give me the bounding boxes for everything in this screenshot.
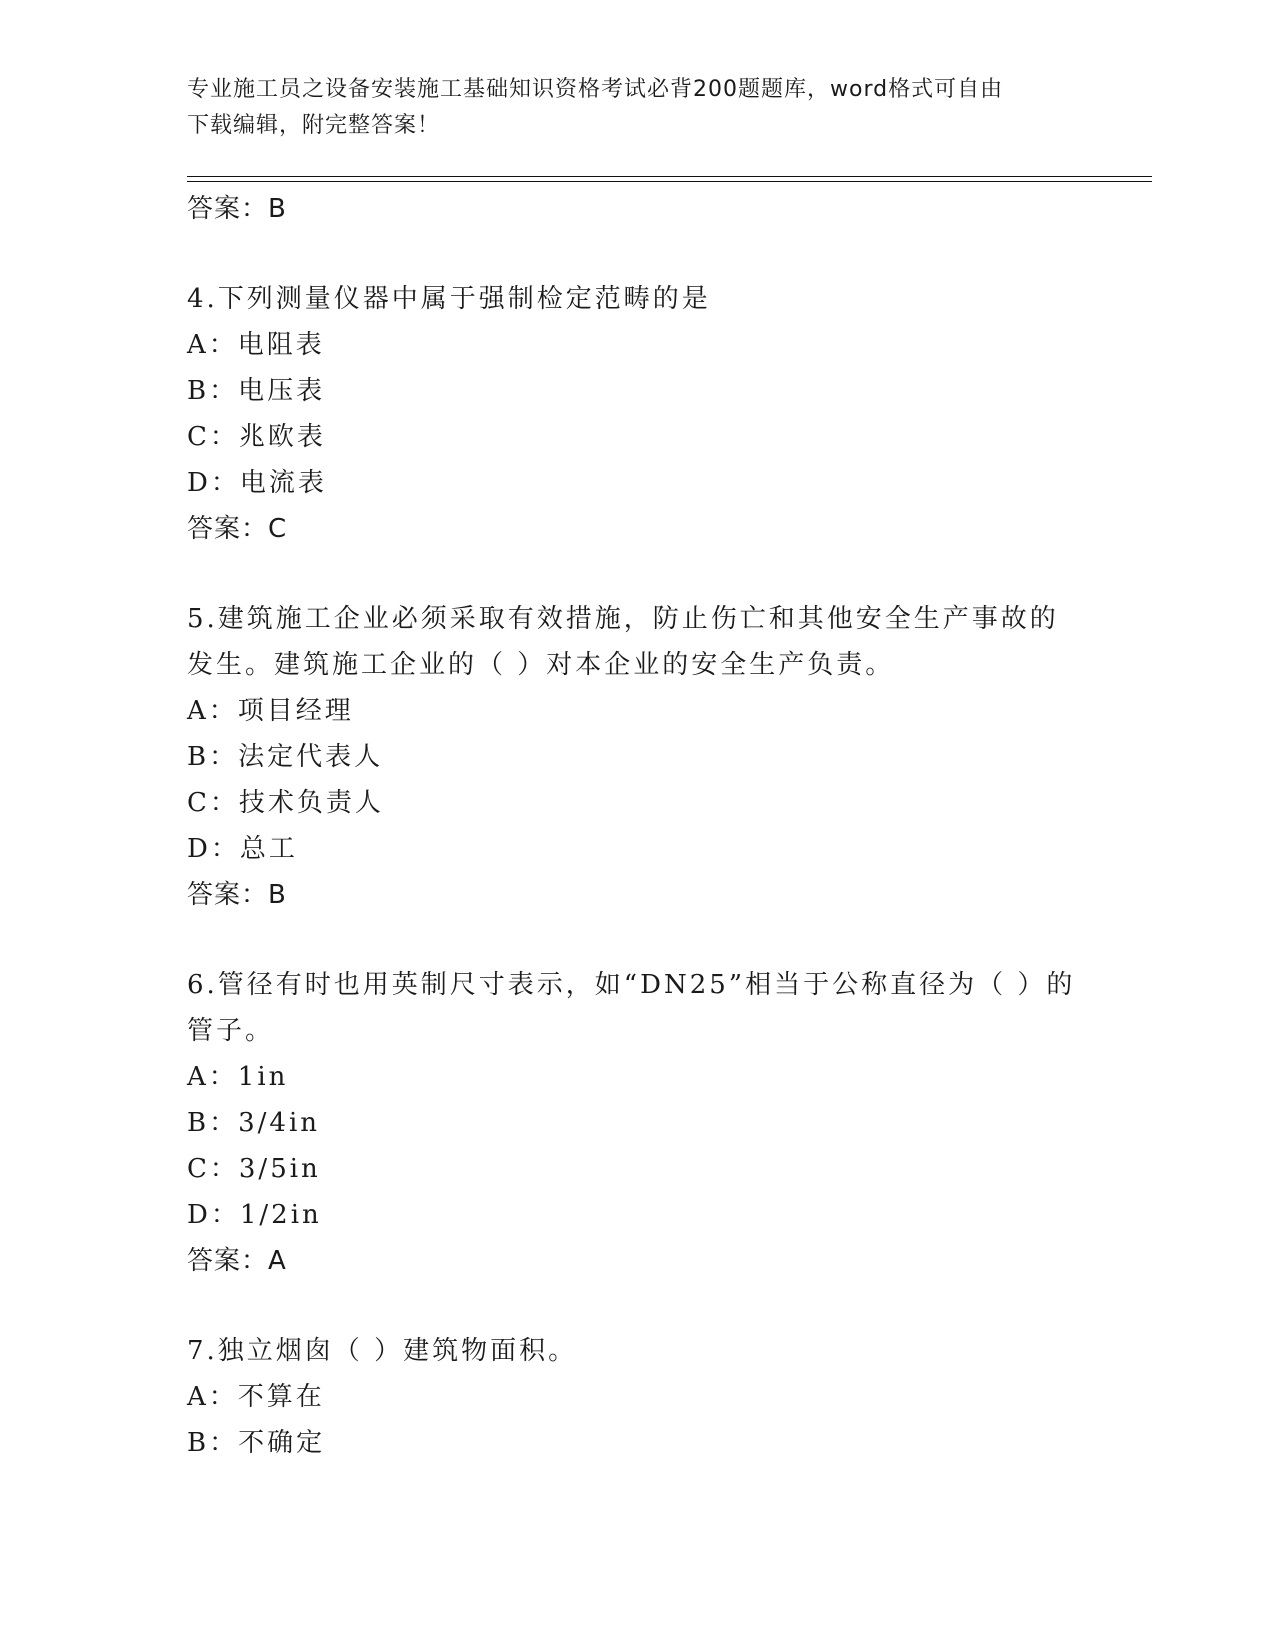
answer-line: 答案：C: [187, 514, 288, 544]
answer-line: 答案：B: [187, 194, 287, 224]
answer-line: 答案：A: [187, 1246, 287, 1276]
answer-line: 答案：B: [187, 880, 287, 910]
question-block-5: [187, 596, 1087, 918]
question-text-line-2: 发生。建筑施工企业的（ ）对本企业的安全生产负责。: [187, 650, 895, 680]
option-a: A：电阻表: [187, 330, 325, 360]
question-list: [187, 186, 1087, 1466]
option-b: B：电压表: [187, 376, 326, 406]
question-text: 4.下列测量仪器中属于强制检定范畴的是: [187, 284, 711, 314]
spacer: [187, 552, 1087, 596]
question-block-7: [187, 1328, 1087, 1466]
header-divider-top: [187, 176, 1152, 177]
header-line-1: 专业施工员之设备安装施工基础知识资格考试必背200题题库，word格式可自由: [187, 77, 1004, 102]
question-text: 7.独立烟囱（ ）建筑物面积。: [187, 1336, 578, 1366]
spacer: [187, 918, 1087, 962]
option-c: C：技术负责人: [187, 788, 384, 818]
option-a: A：不算在: [187, 1382, 325, 1412]
option-d: D：1/2in: [187, 1200, 322, 1230]
option-c: C：3/5in: [187, 1154, 321, 1184]
option-c: C：兆欧表: [187, 422, 326, 452]
question-text-line-1: 6.管径有时也用英制尺寸表示，如“DN25”相当于公称直径为（ ）的: [187, 970, 1076, 1000]
question-text-line-1: 5.建筑施工企业必须采取有效措施，防止伤亡和其他安全生产事故的: [187, 604, 1059, 634]
option-b: B：3/4in: [187, 1108, 321, 1138]
spacer: [187, 232, 1087, 276]
option-a: A：项目经理: [187, 696, 354, 726]
question-block-6: [187, 962, 1087, 1284]
spacer: [187, 1284, 1087, 1328]
header-line-2: 下载编辑，附完整答案！: [187, 113, 441, 138]
option-b: B：不确定: [187, 1428, 326, 1458]
document-header: [187, 72, 1067, 144]
question-block-4: [187, 276, 1087, 552]
question-text-line-2: 管子。: [187, 1016, 275, 1046]
header-divider-bottom: [187, 181, 1152, 182]
option-d: D：总工: [187, 834, 298, 864]
option-b: B：法定代表人: [187, 742, 384, 772]
option-a: A：1in: [187, 1062, 289, 1092]
option-d: D：电流表: [187, 468, 327, 498]
